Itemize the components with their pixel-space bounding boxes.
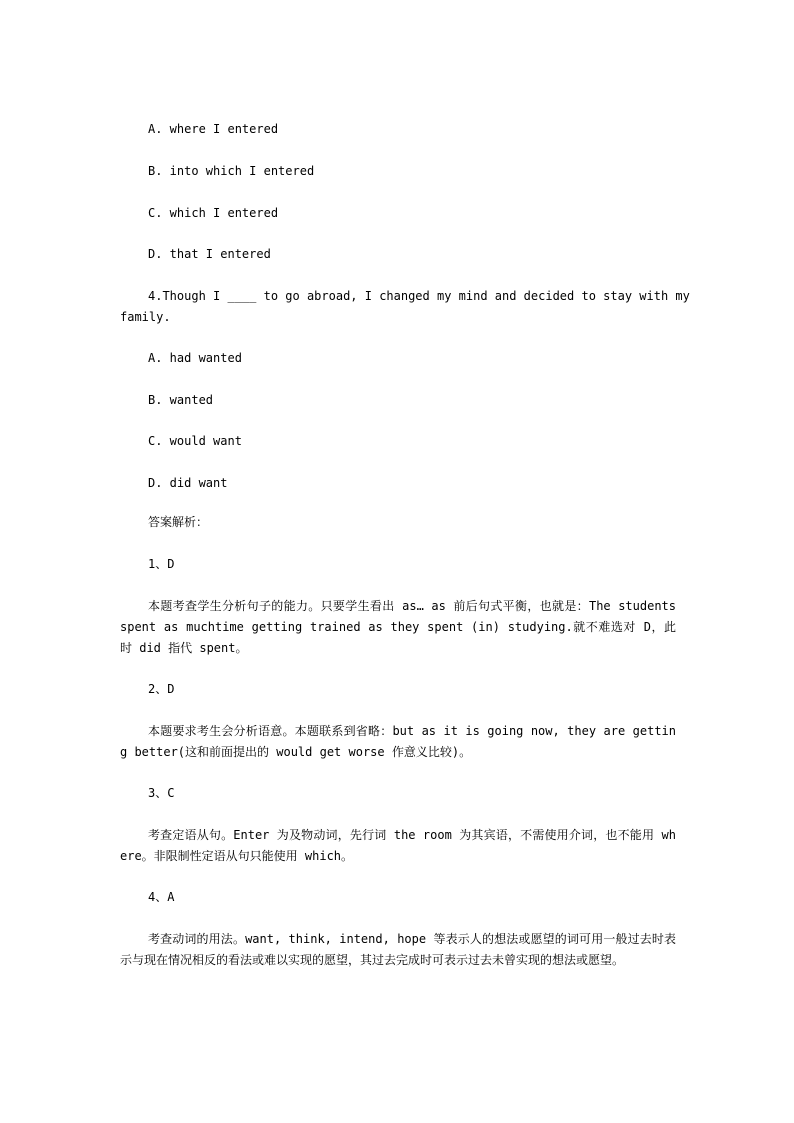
q4-option-b: B. wanted: [148, 393, 214, 407]
answer-3-key: 3、C: [148, 786, 175, 800]
q4-option-d: D. did want: [148, 476, 228, 490]
answer-3-explanation: 考查定语从句。Enter 为及物动词，先行词 the room 为其宾语，不需使用介词，也不能用 where。非限制性定语从句只能使用 which。: [120, 828, 676, 863]
q3-option-c: C. which I entered: [148, 206, 279, 220]
answer-2-key: 2、D: [148, 682, 175, 696]
answer-1-key: 1、D: [148, 557, 175, 571]
answer-4-key: 4、A: [148, 890, 175, 904]
answer-2-explanation: 本题要求考生会分析语意。本题联系到省略：but as it is going now, they are getting better(这和前面提出的 would get worse 作意义比较)。: [120, 724, 676, 759]
q3-option-d: D. that I entered: [148, 247, 271, 261]
answer-4-explanation: 考查动词的用法。want, think, intend, hope 等表示人的想法或愿望的词可用一般过去时表示与现在情况相反的看法或难以实现的愿望，其过去完成时可表示过去未曾实现的想法或愿望。: [120, 932, 676, 967]
q3-option-b: B. into which I entered: [148, 164, 315, 178]
q4-stem-line1: 4.Though I ____ to go abroad, I changed my mind and decided to stay with my: [148, 289, 690, 303]
answer-1-explanation: 本题考查学生分析句子的能力。只要学生看出 as… as 前后句式平衡，也就是：The students spent as muchtime getting trained as they spent (in) studying.就不难选对 D，此时 did 指代 spent。: [120, 599, 676, 655]
answers-heading: 答案解析：: [148, 515, 209, 529]
q4-stem-line2: family.: [120, 310, 171, 324]
q4-option-c: C. would want: [148, 434, 242, 448]
q3-option-a: A. where I entered: [148, 122, 279, 136]
q4-option-a: A. had wanted: [148, 351, 242, 365]
